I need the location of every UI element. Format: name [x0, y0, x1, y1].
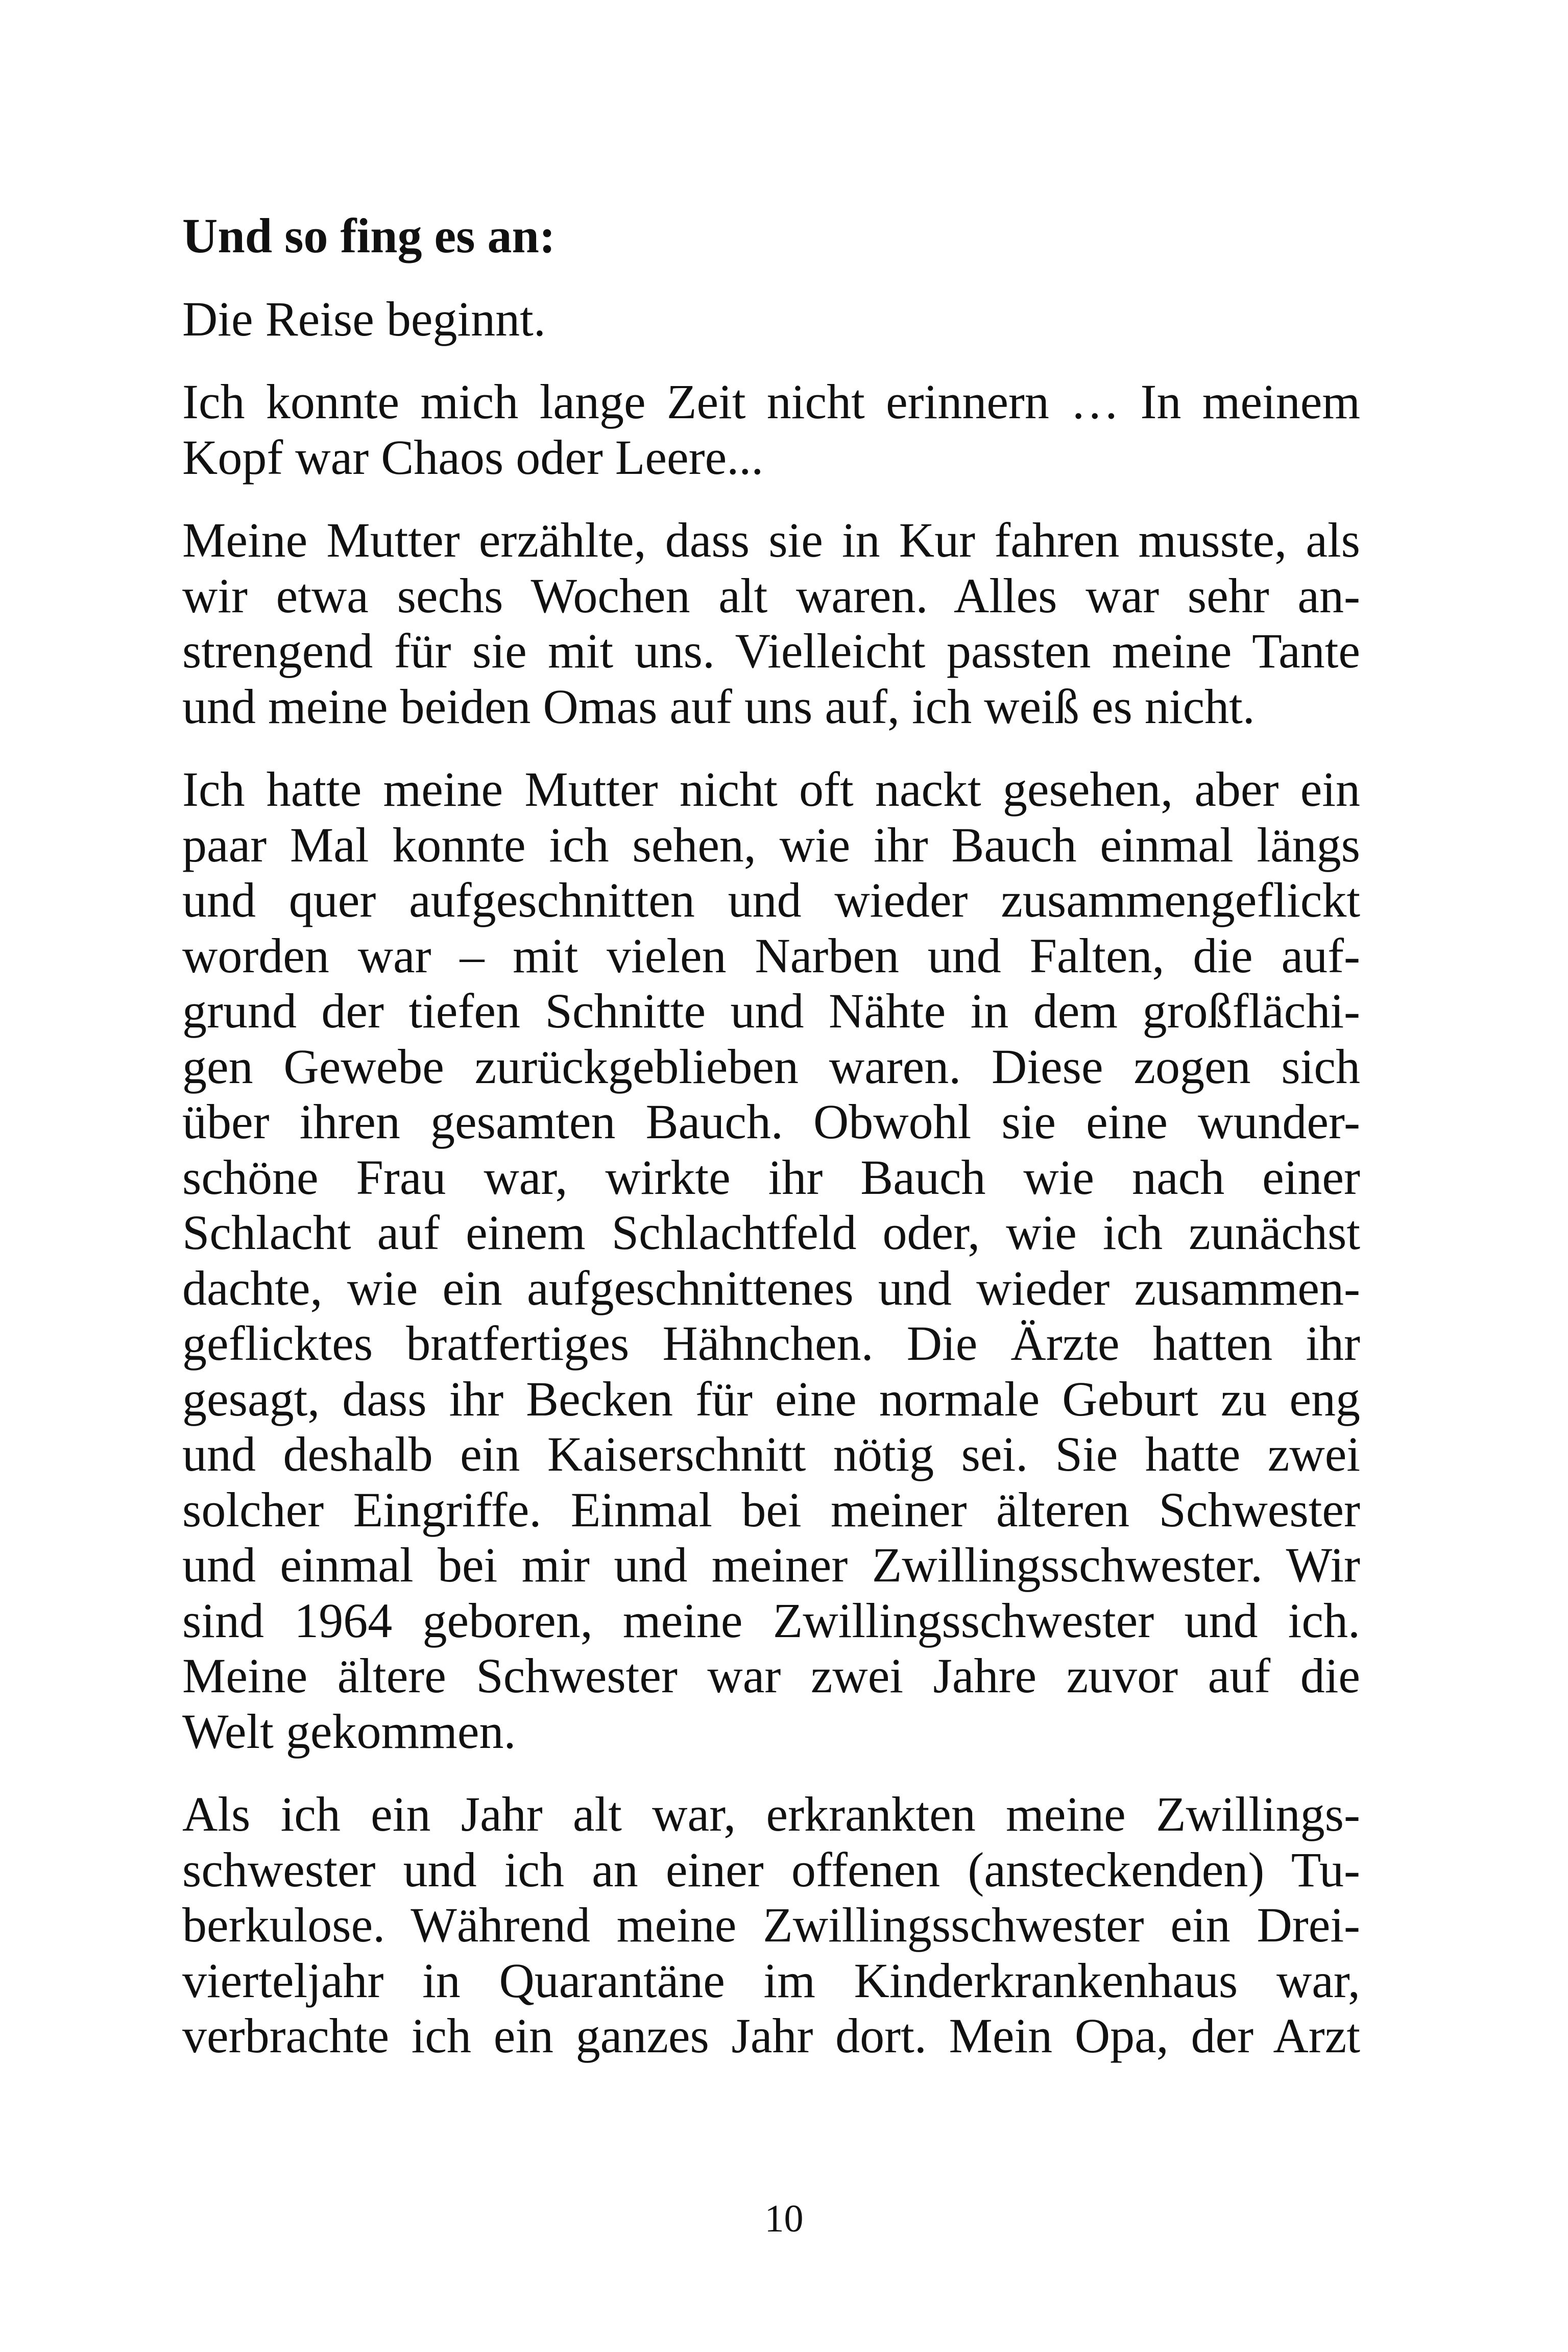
paragraph-gap — [182, 1759, 1360, 1787]
paragraph-line: gesagt, dass ihr Becken für eine normale Geburt zu eng — [182, 1371, 1360, 1426]
paragraph-line: schwester und ich an einer offenen (ansteckenden) Tu- — [182, 1842, 1360, 1897]
paragraph-line: dachte, wie ein aufgeschnittenes und wieder zusammen- — [182, 1260, 1360, 1315]
paragraph-line: vierteljahr in Quarantäne im Kinderkrankenhaus war, — [182, 1953, 1360, 2008]
chapter-heading: Und so fing es an: — [182, 208, 556, 263]
paragraph-line: und quer aufgeschnitten und wieder zusammengeflickt — [182, 873, 1360, 927]
paragraph-line: und meine beiden Omas auf uns auf, ich weiß es nicht. — [182, 679, 1255, 734]
paragraph-line: Ich hatte meine Mutter nicht oft nackt gesehen, aber ein — [182, 762, 1360, 817]
paragraph-line: gen Gewebe zurückgeblieben waren. Diese zogen sich — [182, 1039, 1360, 1094]
paragraph-line: worden war – mit vielen Narben und Falten, die auf- — [182, 928, 1360, 983]
paragraph-line: wir etwa sechs Wochen alt waren. Alles war sehr an- — [182, 568, 1360, 623]
page-number: 10 — [764, 2197, 804, 2240]
paragraph-line: Meine Mutter erzählte, dass sie in Kur fahren musste, als — [182, 513, 1360, 567]
paragraph-line: Als ich ein Jahr alt war, erkrankten meine Zwillings- — [182, 1787, 1360, 1841]
paragraph-line: Meine ältere Schwester war zwei Jahre zuvor auf die — [182, 1648, 1360, 1703]
paragraph-line: geflicktes bratfertiges Hähnchen. Die Ärzte hatten ihr — [182, 1316, 1360, 1371]
paragraph-line: Welt gekommen. — [182, 1703, 516, 1759]
paragraph-line: und deshalb ein Kaiserschnitt nötig sei. Sie hatte zwei — [182, 1427, 1360, 1481]
paragraph-line: Ich konnte mich lange Zeit nicht erinnern … In meinem — [182, 374, 1360, 429]
paragraph-line: sind 1964 geboren, meine Zwillingsschwester und ich. — [182, 1593, 1360, 1648]
paragraph-gap — [182, 347, 1360, 374]
paragraph-line: paar Mal konnte ich sehen, wie ihr Bauch einmal längs — [182, 817, 1360, 872]
paragraph-gap — [182, 485, 1360, 513]
paragraph-line: solcher Eingriffe. Einmal bei meiner älteren Schwester — [182, 1482, 1360, 1537]
paragraph-line: strengend für sie mit uns. Vielleicht passten meine Tante — [182, 623, 1360, 678]
paragraph-line: berkulose. Während meine Zwillingsschwester ein Drei- — [182, 1898, 1360, 1952]
paragraph-line: schöne Frau war, wirkte ihr Bauch wie nach einer — [182, 1149, 1360, 1205]
paragraph-line: Die Reise beginnt. — [182, 291, 546, 346]
paragraph-line: über ihren gesamten Bauch. Obwohl sie eine wunder- — [182, 1094, 1360, 1149]
paragraph-line: verbrachte ich ein ganzes Jahr dort. Mein Opa, der Arzt — [182, 2008, 1360, 2063]
paragraph-line: und einmal bei mir und meiner Zwillingsschwester. Wir — [182, 1538, 1360, 1592]
paragraph-line: Schlacht auf einem Schlachtfeld oder, wie ich zunächst — [182, 1205, 1360, 1260]
body-text — [182, 208, 1360, 2064]
paragraph-line: Kopf war Chaos oder Leere... — [182, 429, 764, 485]
paragraph-gap — [182, 734, 1360, 762]
paragraph-line: grund der tiefen Schnitte und Nähte in dem großflächi- — [182, 983, 1360, 1038]
paragraph-gap — [182, 264, 1360, 292]
